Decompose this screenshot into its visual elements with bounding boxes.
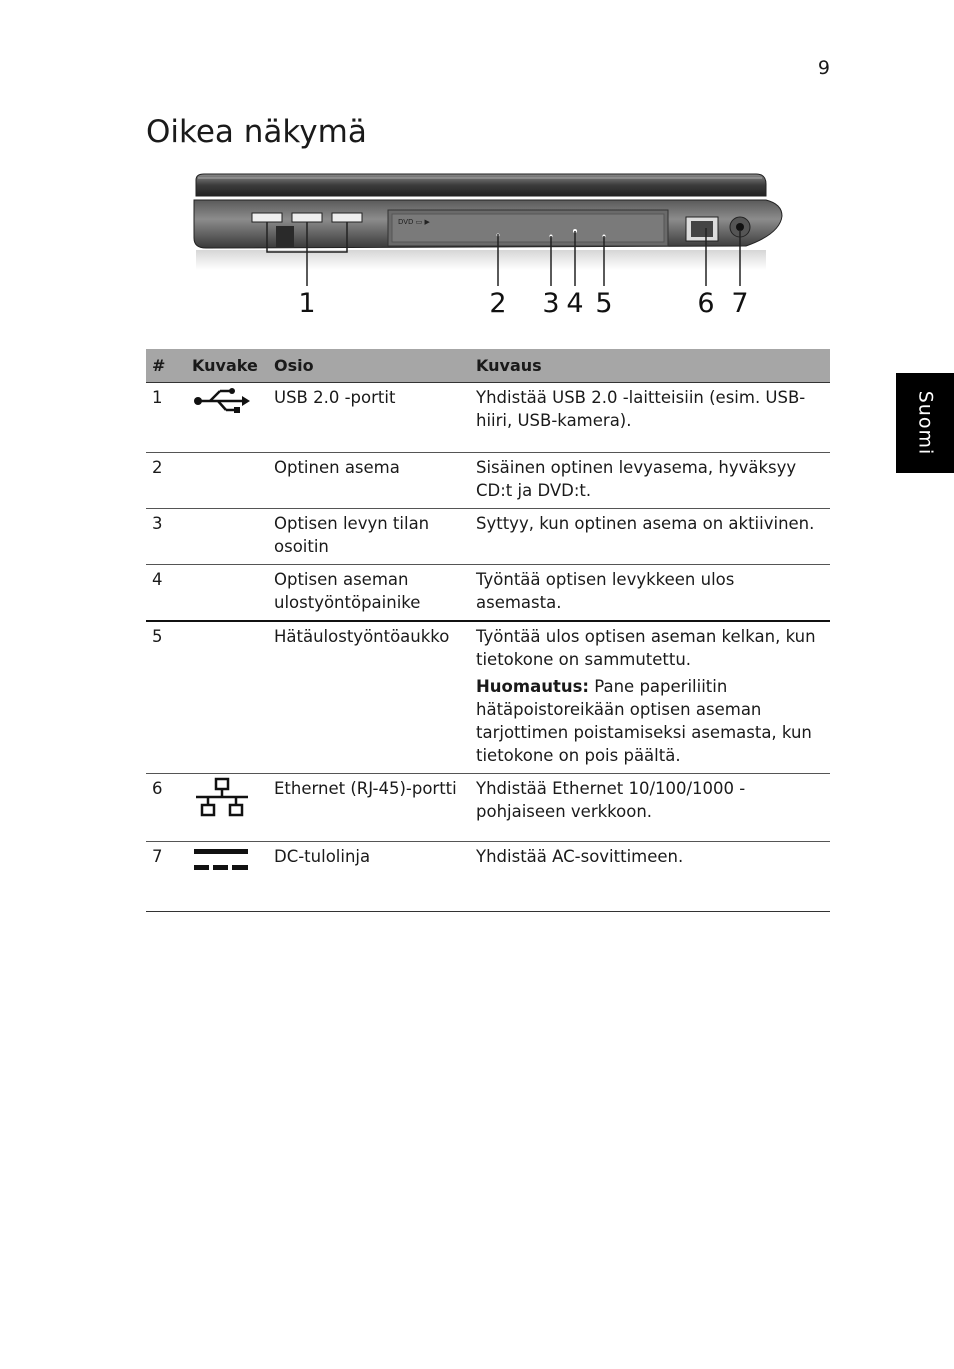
page-number: 9 — [817, 57, 830, 79]
row-description: Yhdistää Ethernet 10/100/1000 -pohjaiseen verkkoon. — [470, 774, 830, 842]
header-icon: Kuvake — [186, 349, 268, 383]
language-tab — [896, 373, 954, 473]
ethernet-icon — [192, 777, 254, 821]
table-row — [146, 509, 830, 565]
laptop-right-side-illustration — [186, 168, 786, 288]
row-number: 5 — [146, 621, 186, 774]
description-text: Työntää ulos optisen aseman kelkan, kun tietokone on sammutettu. — [476, 627, 816, 669]
callout-3: 3 — [542, 288, 560, 319]
row-section: Optinen asema — [268, 453, 470, 509]
row-icon — [186, 509, 268, 565]
table-row — [146, 453, 830, 509]
language-tab-label: Suomi — [914, 390, 937, 456]
table-row — [146, 842, 830, 912]
row-description: Sisäinen optinen levyasema, hyväksyy CD:t ja DVD:t. — [470, 453, 830, 509]
row-section: Optisen aseman ulostyöntöpainike — [268, 565, 470, 622]
note-text: Pane paperiliitin hätäpoistoreikään optisen aseman tarjottimen poistamiseksi asemasta, kun tietokone on pois päältä. — [476, 677, 812, 765]
page-title: Oikea näkymä — [146, 114, 367, 150]
row-icon — [186, 453, 268, 509]
row-icon — [186, 383, 268, 453]
note-label: Huomautus: — [476, 677, 590, 696]
callout-5: 5 — [595, 288, 613, 319]
row-description: Syttyy, kun optinen asema on aktiivinen. — [470, 509, 830, 565]
row-description: Yhdistää AC-sovittimeen. — [470, 842, 830, 912]
table-row — [146, 383, 830, 453]
row-icon — [186, 842, 268, 912]
row-description — [470, 621, 830, 774]
row-description: Yhdistää USB 2.0 -laitteisiin (esim. USB-hiiri, USB-kamera). — [470, 383, 830, 453]
note — [476, 675, 824, 767]
callout-2: 2 — [489, 288, 507, 319]
row-number: 1 — [146, 383, 186, 453]
dc-in-icon — [192, 845, 254, 875]
header-number: # — [146, 349, 186, 383]
row-section: DC-tulolinja — [268, 842, 470, 912]
table-row — [146, 774, 830, 842]
callout-6: 6 — [697, 288, 715, 319]
row-number: 3 — [146, 509, 186, 565]
header-description: Kuvaus — [470, 349, 830, 383]
callout-7: 7 — [731, 288, 749, 319]
row-section: Ethernet (RJ-45)-portti — [268, 774, 470, 842]
usb-icon — [192, 386, 254, 416]
callout-1: 1 — [298, 288, 316, 319]
row-number: 7 — [146, 842, 186, 912]
row-description: Työntää optisen levykkeen ulos asemasta. — [470, 565, 830, 622]
table-header-row — [146, 349, 830, 383]
row-icon — [186, 621, 268, 774]
row-number: 4 — [146, 565, 186, 622]
table-row — [146, 565, 830, 622]
header-section: Osio — [268, 349, 470, 383]
row-icon — [186, 565, 268, 622]
row-number: 6 — [146, 774, 186, 842]
row-section: USB 2.0 -portit — [268, 383, 470, 453]
svg-text:DVD ▭ ▶: DVD ▭ ▶ — [398, 218, 430, 226]
row-section: Hätäulostyöntöaukko — [268, 621, 470, 774]
table-row — [146, 621, 830, 774]
ports-table — [146, 349, 830, 912]
row-section: Optisen levyn tilan osoitin — [268, 509, 470, 565]
row-icon — [186, 774, 268, 842]
callout-4: 4 — [566, 288, 584, 319]
row-number: 2 — [146, 453, 186, 509]
